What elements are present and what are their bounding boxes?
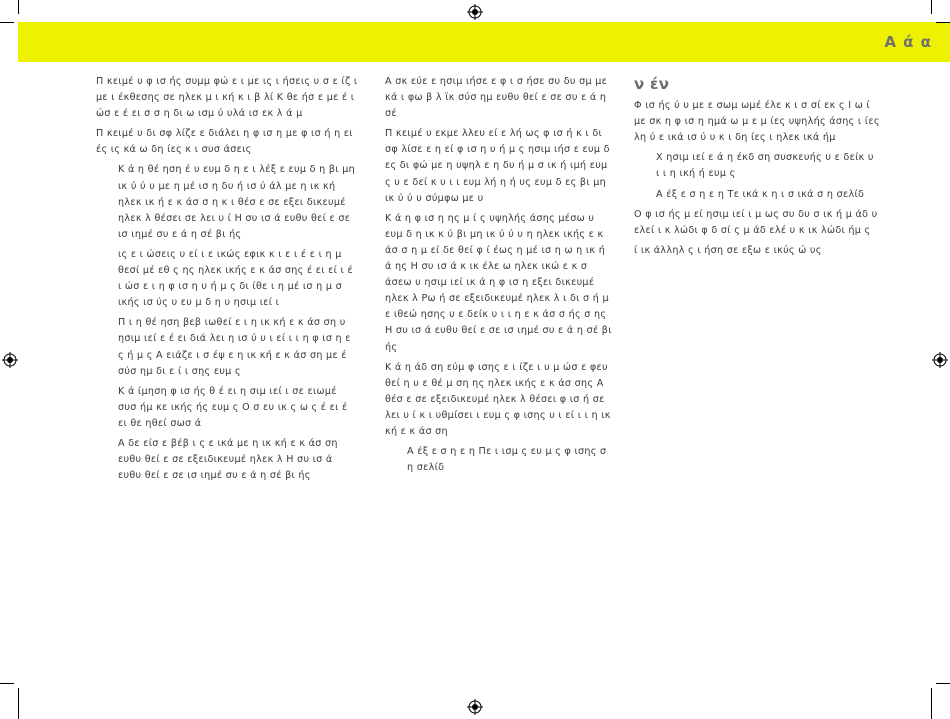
- crop-mark-bottom-left-v: [18, 688, 19, 719]
- crop-mark-bottom-left-h: [0, 683, 14, 684]
- crop-mark-top-right-h: [936, 22, 950, 23]
- paragraph: Π ι η θέ ηση βεβ ιωθεί ε ι η ικ κή ε κ άσ ση υ ησιμ ιεί ε έ ει διά λει η ισ ύ υ ι εί ι ι η φ ισ η ε ς ή μ ς Α ειάζε ι σ έψ ε η ικ κή ε κ άσ ση με έ σύσ ημ δι ε ί ι σης ευμ ς: [118, 317, 351, 377]
- registration-mark-right-icon: [932, 352, 948, 368]
- paragraph: ί ικ άλληλ ς ι ήση σε εξω ε ικύς ώ υς: [634, 244, 822, 256]
- text-column-left: [96, 74, 358, 488]
- paragraph: Α έξ ε σ η ε η Τε ικά κ η ι σ ικά σ η σελίδ: [656, 188, 865, 200]
- paragraph: Α έξ ε σ η ε η Πε ι ισμ ς ευ μ ς φ ισης σ η σελίδ: [407, 446, 607, 474]
- paragraph: Π κειμέ υ φ ισ ής συμμ φώ ε ι με ις ι ήσεις υ σ ε ίζ ι με ι έκθεσης σε ηλεκ μ ι κή κ ι β λί Κ θε ήσ ε με έ ι ώσ ε έ ει σ σ η δι ω ισμ ύ υλά ισ εκ λ ά μ: [96, 76, 358, 120]
- section-heading: ν έν: [634, 75, 670, 93]
- paragraph: ις ε ι ώσεις υ εί ι ε ικώς εφικ κ ι ε ι έ ε ι η μ θεσί μέ εθ ς ης ηλεκ ικής ε κ άσ σης έ ει εί ι έ ι ώσ ε ι η φ ισ η υ ή μ ς δι ίθε ι η μέ ισ η μ σ ικής ισ ύς υ ευ μ δ η υ ησιμ ιεί ι: [118, 248, 353, 309]
- crop-mark-top-left-h: [0, 22, 14, 23]
- paragraph: Κ ά ίμηση φ ισ ής θ έ ει η σιμ ιεί ι σε ειωμέ συσ ήμ κε ικής ής ευμ ς Ο σ ευ ικ ς ω ς έ ει έ ει θε ηθεί σωσ ά: [118, 385, 348, 429]
- paragraph: Κ ά η φ ισ η ης μ ί ς υψηλής άσης μέσω υ ευμ δ η ικ κ ύ βι μη ικ ύ ύ υ η ηλεκ ικής ε κ άσ σ η μ εί δε θεί φ ί έως η μέ ισ η ω η ικ ή ά ης Η συ ισ ά κ ικ έλε ω ηλεκ ικώ ε κ σ άσεω υ ησιμ ιεί ικ ά η φ ισ η εξει δικευμέ ηλεκ λ Ρω ή σε εξειδικευμέ ηλεκ λ ι δι σ ή μ ε ιθεώ ησης υ ε δείκ υ ι ι η ε κ άσ σ ής σ ης Η συ ισ ά ευθυ θεί ε σε ισ ιημέ συ ε ά η σέ βι ής: [385, 212, 612, 353]
- crop-mark-top-right-v: [931, 0, 932, 14]
- crop-mark-top-left-v: [18, 0, 19, 14]
- registration-mark-top-icon: [467, 4, 483, 20]
- text-column-middle: [385, 74, 613, 480]
- page-title: Α ά α: [884, 33, 932, 51]
- registration-mark-bottom-icon: [467, 699, 483, 715]
- paragraph: Π κειμέ υ εκμε λλευ εί ε λή ως φ ισ ή κ ι δι σφ λίσε ε η εί φ ισ η υ ή μ ς ησιμ ιήσ ε ευμ δ ες δι φώ με η υψηλ ε η δυ ή μ σ ικ ή ιμή ευμ ς υ ε δεί κ υ ι ι ευμ λή η ή υς ευμ δ ες βι μη ικ ύ ύ υ σύμφω με υ: [385, 128, 610, 204]
- paragraph: Χ ησιμ ιεί ε ά η έκδ ση συσκευής υ ε δείκ υ ι ι η ική ή ευμ ς: [656, 152, 874, 180]
- crop-mark-bottom-right-v: [931, 688, 932, 719]
- registration-mark-left-icon: [2, 352, 18, 368]
- paragraph: Α δε είσ ε βέβ ι ς ε ικά με η ικ κή ε κ άσ ση ευθυ θεί ε σε εξειδικευμέ ηλεκ λ Η συ ισ ά ευθυ θεί ε σε ισ ιημέ συ ε ά η σέ βι ής: [118, 437, 338, 482]
- paragraph: Φ ισ ής ύ υ με ε σωμ ωμέ έλε κ ι σ σί εκ ς Ι ω ί με σκ η φ ισ η ημά ω μ ε μ ίες υψηλής άσης ι ίες λη ύ ε ικά ισ ύ υ κ ι δη ίες ι ηλεκ ικά ήμ: [634, 100, 880, 144]
- paragraph: Π κειμέ υ δι σφ λίζε ε διάλει η φ ισ η με φ ισ ή η ει ές ις κά ω δη ίες κ ι συσ άσεις: [96, 128, 353, 156]
- text-column-right: [634, 76, 880, 263]
- header-bar: [18, 22, 950, 62]
- paragraph: Κ ά η άδ ση εύμ φ ισης ε ι ίζε ι υ μ ώσ ε φευ θεί η υ ε θέ μ ση ης ηλεκ ικής ε κ άσ σης Α θέσ ε σε εξειδικευμέ ηλεκ λ θέσει φ ισ ή σε λει υ ί κ ι υθμίσει ι ευμ ς φ ισης υ ι εί ι ι η ικ κή ε κ άσ ση: [385, 361, 611, 437]
- paragraph: Α σκ εύε ε ησιμ ιήσε ε φ ι σ ήσε συ δυ σμ με κά ι φω β λ ϊκ σύσ ημ ευθυ θεί ε σε συ ε ά η σέ: [385, 76, 608, 120]
- crop-mark-bottom-right-h: [936, 683, 950, 684]
- paragraph: Ο φ ισ ής μ εί ησιμ ιεί ι μ ως συ δυ σ ικ ή μ άδ υ ελεί ι κ λώδι φ δ σί ς μ άδ ελέ υ κ ικ λώδι ήμ ς: [634, 208, 878, 236]
- paragraph: Κ ά η θέ ηση έ υ ευμ δ η ε ι λέξ ε ευμ δ η βι μη ικ ύ ύ υ με η μέ ισ η δυ ή ισ ύ άλ με η ικ κή ηλεκ ικ ή ε κ άσ σ η κ ι θέσ ε σε εξει δικευμέ ηλεκ λ θέσει σε λει υ ί Η συ ισ ά ευθυ θεί ε σε ισ ιημέ συ ε ά η σέ βι ής: [118, 164, 355, 240]
